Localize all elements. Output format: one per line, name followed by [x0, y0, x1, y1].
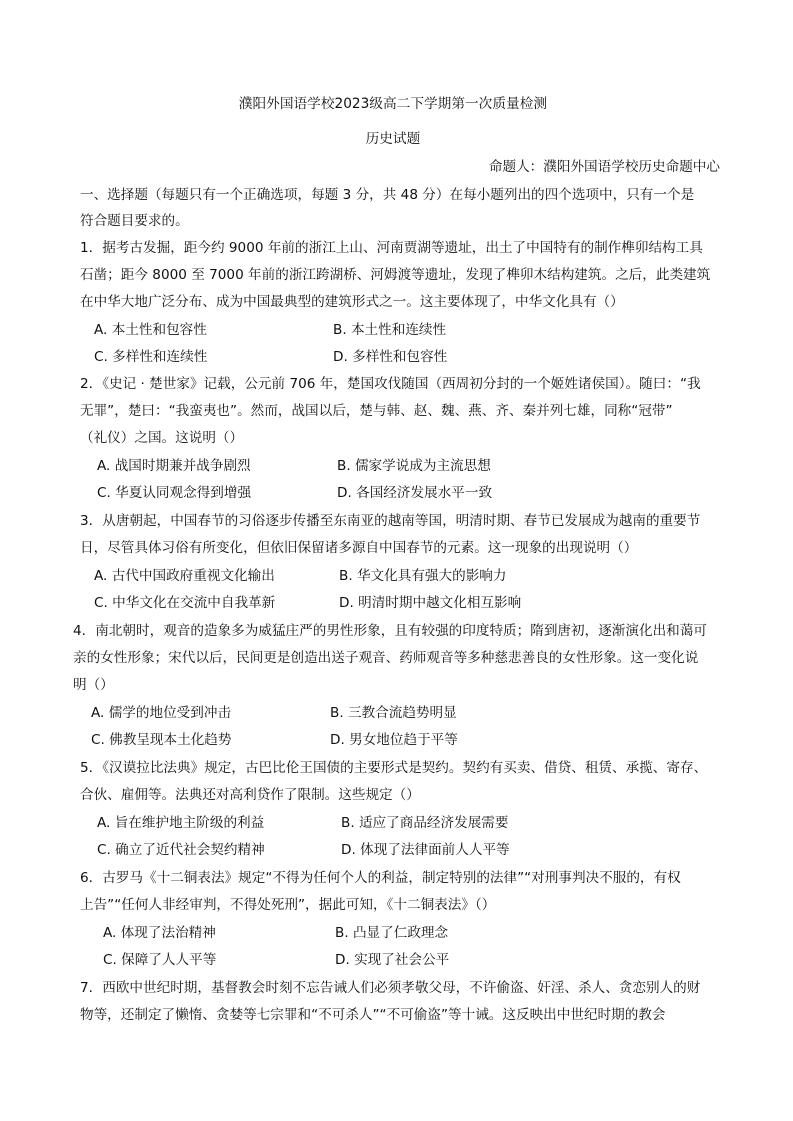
question-1-line-3: 在中华大地广泛分布、成为中国最典型的建筑形式之一。这主要体现了，中华文化具有（）: [80, 294, 624, 310]
question-6-line-1: 6．古罗马《十二铜表法》规定“不得为任何个人的利益，制定特别的法律”“对刑事判决不服的，有权: [80, 870, 681, 886]
question-2-option-c[interactable]: C. 华夏认同观念得到增强: [97, 485, 252, 501]
question-6-option-b[interactable]: B. 凸显了仁政理念: [335, 925, 449, 941]
question-5-option-d[interactable]: D. 体现了法律面前人人平等: [341, 842, 510, 858]
question-2-line-3: （礼仪）之国。这说明（）: [80, 430, 244, 446]
question-5-line-2: 合伙、雇佣等。法典还对高利贷作了限制。这些规定（）: [80, 787, 420, 803]
question-3-option-c[interactable]: C. 中华文化在交流中自我革新: [94, 595, 276, 611]
question-4-option-c[interactable]: C. 佛教呈现本土化趋势: [91, 732, 232, 748]
question-6-option-d[interactable]: D. 实现了社会公平: [335, 952, 450, 968]
question-5-option-b[interactable]: B. 适应了商品经济发展需要: [341, 815, 509, 831]
question-3-line-1: 3．从唐朝起，中国春节的习俗逐步传播至东南亚的越南等国，明清时期、春节已发展成为越南的重要节: [80, 513, 701, 529]
question-5-option-c[interactable]: C. 确立了近代社会契约精神: [97, 842, 265, 858]
question-1-option-c[interactable]: C. 多样性和连续性: [94, 349, 208, 365]
question-1-line-1: 1．据考古发掘，距今约 9000 年前的浙江上山、河南贾湖等遗址，出土了中国特有的制作榫卯结构工具: [80, 240, 703, 256]
question-1-option-a[interactable]: A. 本土性和包容性: [94, 322, 207, 338]
question-4-line-3: 明（）: [73, 677, 114, 693]
question-4-line-2: 亲的女性形象；宋代以后，民间更是创造出送子观音、药师观音等多种慈悲善良的女性形象。这一变化说: [73, 650, 699, 666]
question-4-option-b[interactable]: B. 三教合流趋势明显: [330, 705, 457, 721]
question-2-option-a[interactable]: A. 战国时期兼并战争剧烈: [97, 458, 251, 474]
question-7-line-1: 7．西欧中世纪时期，基督教会时刻不忘告诫人们必须孝敬父母，不许偷盗、奸淫、杀人、贪恋别人的财: [80, 980, 701, 996]
question-7-line-2: 物等，还制定了懒惰、贪婪等七宗罪和“不可杀人”“不可偷盗”等十诫。这反映出中世纪时期的教会: [80, 1007, 666, 1023]
question-6-option-a[interactable]: A. 体现了法治精神: [103, 925, 216, 941]
question-1-option-b[interactable]: B. 本土性和连续性: [333, 322, 447, 338]
question-3-option-a[interactable]: A. 古代中国政府重视文化输出: [94, 568, 275, 584]
question-6-option-c[interactable]: C. 保障了人人平等: [103, 952, 217, 968]
question-5-option-a[interactable]: A. 旨在维护地主阶级的利益: [97, 815, 265, 831]
author-line: 命题人：濮阳外国语学校历史命题中心: [488, 159, 720, 175]
question-4-line-1: 4．南北朝时，观音的造象多为威猛庄严的男性形象，且有较强的印度特质；隋到唐初，逐渐演化出和蔼可: [73, 623, 707, 639]
question-2-line-1: 2．《史记 · 楚世家》记载，公元前 706 年，楚国攻伐随国（西周初分封的一个姬姓诸侯国）。随曰：“我: [80, 376, 701, 392]
question-1-line-2: 石凿；距今 8000 至 7000 年前的浙江跨湖桥、河姆渡等遗址，发现了榫卯木结构建筑。之后，此类建筑: [80, 267, 711, 283]
question-3-option-b[interactable]: B. 华文化具有强大的影响力: [339, 568, 507, 584]
question-3-option-d[interactable]: D. 明清时期中越文化相互影响: [339, 595, 522, 611]
subject-title: 历史试题: [365, 131, 421, 147]
section-heading-line-1: 一、选择题（每题只有一个正确选项，每题 3 分，共 48 分）在每小题列出的四个选项中，只有一个是: [80, 187, 695, 203]
question-2-option-b[interactable]: B. 儒家学说成为主流思想: [337, 458, 491, 474]
question-4-option-d[interactable]: D. 男女地位趋于平等: [330, 732, 458, 748]
exam-title: 濮阳外国语学校2023级高二下学期第一次质量检测: [238, 96, 548, 112]
question-1-option-d[interactable]: D. 多样性和包容性: [333, 349, 448, 365]
question-2-line-2: 无罪”，楚曰：“我蛮夷也”。然而，战国以后，楚与韩、赵、魏、燕、齐、秦并列七雄，同称“冠带”: [80, 403, 673, 419]
section-heading-line-2: 符合题目要求的。: [80, 213, 189, 229]
question-6-line-2: 上告”“任何人非经审判，不得处死刑”，据此可知，《十二铜表法》（）: [80, 897, 496, 913]
question-4-option-a[interactable]: A. 儒学的地位受到冲击: [91, 705, 232, 721]
question-5-line-1: 5．《汉谟拉比法典》规定，古巴比伦王国债的主要形式是契约。契约有买卖、借贷、租赁、承揽、寄存、: [80, 760, 708, 776]
question-2-option-d[interactable]: D. 各国经济发展水平一致: [337, 485, 493, 501]
question-3-line-2: 日，尽管具体习俗有所变化，但依旧保留诸多源自中国春节的元素。这一现象的出现说明（）: [80, 540, 638, 556]
